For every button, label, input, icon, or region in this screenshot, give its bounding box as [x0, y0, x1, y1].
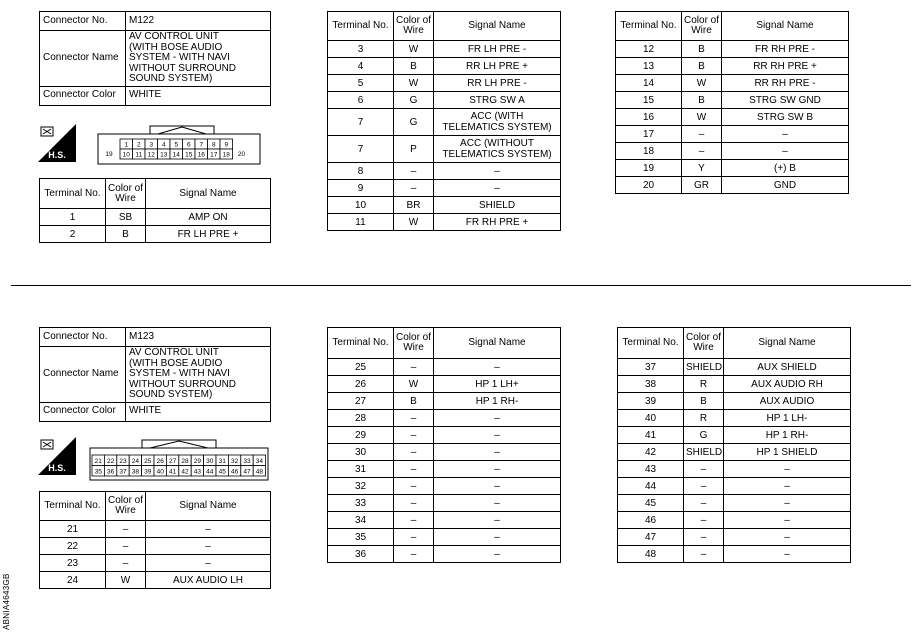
wire-color-cell: BR [394, 197, 434, 214]
pin-number: 35 [94, 468, 102, 476]
wire-color-cell: B [682, 92, 722, 109]
connector-info-m123 [39, 327, 271, 422]
wire-color-cell: – [106, 538, 146, 555]
signal-name-cell: – [724, 529, 851, 546]
terminal-no-cell: 11 [328, 214, 394, 231]
pin-number: 1 [124, 141, 129, 149]
signal-name-cell: HP 1 RH- [434, 393, 561, 410]
table-row [328, 41, 561, 58]
terminal-no-cell: 19 [616, 160, 682, 177]
pin-number: 45 [218, 468, 226, 476]
pin-number: 9 [224, 141, 229, 149]
terminal-no-cell: 47 [618, 529, 684, 546]
pin-number: 23 [119, 457, 127, 465]
table-row [618, 427, 851, 444]
signal-name-cell: – [434, 180, 561, 197]
pin-number: 27 [168, 457, 177, 465]
signal-name-cell: – [434, 512, 561, 529]
pin-number: 5 [174, 141, 179, 149]
terminal-no-cell: 25 [328, 359, 394, 376]
pin-number: 26 [156, 457, 164, 465]
terminal-no-header: Terminal No. [616, 12, 682, 41]
pin-number: 22 [106, 457, 115, 465]
table-row [328, 58, 561, 75]
signal-name-cell: – [434, 359, 561, 376]
terminal-no-cell: 18 [616, 143, 682, 160]
pin-table-m122-c [615, 11, 849, 194]
pin-number: 40 [156, 468, 164, 476]
signal-name-cell: RR RH PRE + [722, 58, 849, 75]
signal-name-cell: – [722, 143, 849, 160]
pin-number: 24 [131, 457, 140, 465]
signal-name-cell: AUX AUDIO [724, 393, 851, 410]
table-row [328, 163, 561, 180]
wire-color-cell: – [394, 512, 434, 529]
terminal-no-header: Terminal No. [618, 328, 684, 359]
signal-name-cell: HP 1 LH+ [434, 376, 561, 393]
terminal-no-cell: 26 [328, 376, 394, 393]
pin-number: 2 [136, 141, 141, 149]
signal-name-cell: – [434, 444, 561, 461]
connector-face-m123 [88, 436, 270, 482]
terminal-no-cell: 5 [328, 75, 394, 92]
pin-number: 28 [181, 457, 189, 465]
figure-code: ABNIA4643GB [2, 573, 11, 630]
signal-name-cell: FR LH PRE - [434, 41, 561, 58]
signal-name-header: Signal Name [146, 492, 271, 521]
pin-number: 17 [210, 151, 218, 159]
signal-name-cell: RR LH PRE - [434, 75, 561, 92]
table-row [328, 376, 561, 393]
wire-color-cell: – [682, 143, 722, 160]
signal-name-cell: FR LH PRE + [146, 226, 271, 243]
table-row [618, 359, 851, 376]
wire-color-cell: – [394, 546, 434, 563]
signal-name-cell: – [434, 163, 561, 180]
signal-name-cell: STRG SW A [434, 92, 561, 109]
pin-number: 4 [161, 141, 166, 149]
terminal-no-cell: 21 [40, 521, 106, 538]
wire-color-cell: – [106, 555, 146, 572]
connector-color-label: Connector Color [40, 86, 126, 105]
connector-color-value: WHITE [126, 402, 271, 421]
terminal-no-cell: 6 [328, 92, 394, 109]
connector-no-label: Connector No. [40, 12, 126, 31]
wire-color-cell: SHIELD [684, 444, 724, 461]
wire-color-cell: – [684, 478, 724, 495]
signal-name-cell: HP 1 LH- [724, 410, 851, 427]
terminal-no-cell: 41 [618, 427, 684, 444]
wire-color-cell: – [106, 521, 146, 538]
wire-color-cell: – [684, 461, 724, 478]
color-of-wire-header: Color of Wire [106, 179, 146, 209]
terminal-no-cell: 17 [616, 126, 682, 143]
connector-no-label: Connector No. [40, 328, 126, 347]
pin-number: 14 [172, 151, 180, 159]
terminal-no-cell: 34 [328, 512, 394, 529]
signal-name-cell: – [722, 126, 849, 143]
table-row [616, 126, 849, 143]
hs-icon [38, 437, 76, 475]
table-row [616, 160, 849, 177]
wire-color-cell: SB [106, 209, 146, 226]
terminal-no-cell: 45 [618, 495, 684, 512]
wire-color-cell: B [682, 58, 722, 75]
pin-number: 7 [199, 141, 204, 149]
color-of-wire-header: Color of Wire [106, 492, 146, 521]
signal-name-cell: – [434, 495, 561, 512]
pin-number: 48 [255, 468, 264, 476]
wire-color-cell: B [106, 226, 146, 243]
terminal-no-cell: 46 [618, 512, 684, 529]
terminal-no-header: Terminal No. [40, 492, 106, 521]
table-row [616, 143, 849, 160]
connector-name-label: Connector Name [40, 31, 126, 87]
pin-number: 11 [135, 151, 143, 159]
terminal-no-cell: 35 [328, 529, 394, 546]
signal-name-cell: – [434, 529, 561, 546]
wire-color-cell: B [684, 393, 724, 410]
terminal-no-cell: 39 [618, 393, 684, 410]
pin-number: 8 [211, 141, 216, 149]
color-of-wire-header: Color of Wire [684, 328, 724, 359]
pin-number: 13 [160, 151, 168, 159]
table-row [328, 197, 561, 214]
wire-color-cell: R [684, 376, 724, 393]
table-row [328, 444, 561, 461]
wire-color-cell: W [394, 75, 434, 92]
table-row [328, 180, 561, 197]
table-row [618, 512, 851, 529]
wire-color-cell: – [394, 529, 434, 546]
signal-name-cell: – [434, 546, 561, 563]
signal-name-header: Signal Name [146, 179, 271, 209]
table-row [328, 546, 561, 563]
wire-color-cell: – [394, 495, 434, 512]
terminal-no-cell: 37 [618, 359, 684, 376]
connector-diagram-m123 [88, 436, 270, 482]
pin-number: 18 [222, 151, 230, 159]
signal-name-cell: – [434, 478, 561, 495]
table-row [618, 495, 851, 512]
wire-color-cell: – [394, 461, 434, 478]
terminal-no-header: Terminal No. [40, 179, 106, 209]
pin-number: 10 [122, 151, 130, 159]
signal-name-cell: STRG SW B [722, 109, 849, 126]
table-row [328, 109, 561, 136]
wire-color-cell: Y [682, 160, 722, 177]
pin-number: 36 [106, 468, 115, 476]
connector-diagram-m122 [96, 122, 262, 166]
table-row [328, 512, 561, 529]
table-row [616, 58, 849, 75]
connector-face-m122 [96, 122, 262, 166]
wire-color-cell: G [394, 92, 434, 109]
terminal-no-cell: 8 [328, 163, 394, 180]
wire-color-cell: G [684, 427, 724, 444]
pin-number: 21 [94, 457, 102, 465]
signal-name-cell: – [146, 521, 271, 538]
wire-color-cell: – [682, 126, 722, 143]
wire-color-cell: – [684, 495, 724, 512]
pin-number: 3 [149, 141, 154, 149]
signal-name-cell: – [724, 512, 851, 529]
wire-color-cell: – [394, 427, 434, 444]
signal-name-cell: SHIELD [434, 197, 561, 214]
connector-name-label: Connector Name [40, 347, 126, 403]
table-row [618, 478, 851, 495]
signal-name-cell: AMP ON [146, 209, 271, 226]
terminal-no-cell: 38 [618, 376, 684, 393]
pin-number: 32 [230, 457, 239, 465]
wire-color-cell: G [394, 109, 434, 136]
pin-number: 16 [197, 151, 205, 159]
table-row [616, 177, 849, 194]
signal-name-cell: ACC (WITHOUT TELEMATICS SYSTEM) [434, 136, 561, 163]
wire-color-cell: B [394, 393, 434, 410]
hs-label: H.S. [48, 150, 66, 160]
pin-number: 38 [131, 468, 140, 476]
table-row [328, 427, 561, 444]
signal-name-cell: STRG SW GND [722, 92, 849, 109]
pin-table-m122-b [327, 11, 561, 231]
wire-color-cell: W [394, 376, 434, 393]
section-divider [11, 285, 911, 286]
table-row [618, 529, 851, 546]
table-row [328, 410, 561, 427]
signal-name-cell: – [724, 546, 851, 563]
pin-number: 30 [206, 457, 214, 465]
wire-color-cell: B [682, 41, 722, 58]
signal-name-cell: – [724, 495, 851, 512]
wire-color-cell: – [394, 410, 434, 427]
signal-name-cell: – [146, 555, 271, 572]
connector-color-value: WHITE [126, 86, 271, 105]
wire-color-cell: W [394, 214, 434, 231]
connector-color-label: Connector Color [40, 402, 126, 421]
wire-color-cell: – [394, 478, 434, 495]
terminal-no-cell: 20 [616, 177, 682, 194]
pin-number: 39 [144, 468, 152, 476]
terminal-no-cell: 29 [328, 427, 394, 444]
terminal-no-cell: 32 [328, 478, 394, 495]
terminal-no-header: Terminal No. [328, 328, 394, 359]
table-row [618, 461, 851, 478]
table-row [618, 376, 851, 393]
terminal-no-cell: 4 [328, 58, 394, 75]
wire-color-cell: B [394, 58, 434, 75]
signal-name-cell: – [146, 538, 271, 555]
pin-table-m123-c [617, 327, 851, 563]
color-of-wire-header: Color of Wire [394, 328, 434, 359]
pin-number: 29 [193, 457, 202, 465]
table-row [328, 461, 561, 478]
table-row [40, 555, 271, 572]
signal-name-header: Signal Name [434, 328, 561, 359]
terminal-no-cell: 1 [40, 209, 106, 226]
table-row [618, 393, 851, 410]
wire-color-cell: GR [682, 177, 722, 194]
pin-number: 25 [144, 457, 152, 465]
table-row [328, 359, 561, 376]
wire-color-cell: – [394, 180, 434, 197]
signal-name-cell: FR RH PRE + [434, 214, 561, 231]
pin-table-m123-b [327, 327, 561, 563]
wire-color-cell: W [682, 75, 722, 92]
pin-number: 41 [168, 468, 177, 476]
signal-name-cell: – [434, 461, 561, 478]
signal-name-header: Signal Name [724, 328, 851, 359]
terminal-no-cell: 23 [40, 555, 106, 572]
table-row [328, 495, 561, 512]
pin-number: 20 [237, 151, 246, 158]
connector-info-m122 [39, 11, 271, 106]
color-of-wire-header: Color of Wire [394, 12, 434, 41]
table-row [328, 92, 561, 109]
color-of-wire-header: Color of Wire [682, 12, 722, 41]
table-row [618, 410, 851, 427]
pin-number: 19 [105, 151, 113, 158]
signal-name-cell: – [434, 427, 561, 444]
pin-number: 44 [206, 468, 214, 476]
wire-color-cell: R [684, 410, 724, 427]
pin-number: 43 [193, 468, 202, 476]
pin-table-m122-a [39, 178, 271, 243]
terminal-no-cell: 44 [618, 478, 684, 495]
signal-name-cell: ACC (WITH TELEMATICS SYSTEM) [434, 109, 561, 136]
table-row [616, 92, 849, 109]
wire-color-cell: W [106, 572, 146, 589]
terminal-no-cell: 10 [328, 197, 394, 214]
signal-name-header: Signal Name [434, 12, 561, 41]
signal-name-cell: RR LH PRE + [434, 58, 561, 75]
signal-name-cell: RR RH PRE - [722, 75, 849, 92]
wire-color-cell: W [682, 109, 722, 126]
signal-name-cell: AUX AUDIO RH [724, 376, 851, 393]
terminal-no-cell: 15 [616, 92, 682, 109]
pin-number: 46 [230, 468, 239, 476]
wire-color-cell: – [684, 546, 724, 563]
table-row [328, 214, 561, 231]
table-row [40, 521, 271, 538]
signal-name-cell: – [724, 478, 851, 495]
hs-icon [38, 124, 76, 162]
wire-color-cell: P [394, 136, 434, 163]
terminal-no-header: Terminal No. [328, 12, 394, 41]
connector-no-value: M122 [126, 12, 271, 31]
table-row [616, 41, 849, 58]
wire-color-cell: – [394, 359, 434, 376]
table-row [328, 75, 561, 92]
pin-number: 6 [186, 141, 191, 149]
terminal-no-cell: 22 [40, 538, 106, 555]
signal-name-cell: AUX SHIELD [724, 359, 851, 376]
terminal-no-cell: 40 [618, 410, 684, 427]
terminal-no-cell: 48 [618, 546, 684, 563]
terminal-no-cell: 2 [40, 226, 106, 243]
table-row [40, 538, 271, 555]
wire-color-cell: – [684, 529, 724, 546]
wire-color-cell: W [394, 41, 434, 58]
table-row [328, 478, 561, 495]
connector-name-value: AV CONTROL UNIT (WITH BOSE AUDIO SYSTEM - WITH NAVI WITHOUT SURROUND SOUND SYSTEM) [126, 31, 271, 87]
terminal-no-cell: 24 [40, 572, 106, 589]
table-row [328, 393, 561, 410]
terminal-no-cell: 9 [328, 180, 394, 197]
wire-color-cell: – [394, 163, 434, 180]
signal-name-cell: – [434, 410, 561, 427]
signal-name-cell: (+) B [722, 160, 849, 177]
signal-name-cell: AUX AUDIO LH [146, 572, 271, 589]
terminal-no-cell: 31 [328, 461, 394, 478]
terminal-no-cell: 3 [328, 41, 394, 58]
terminal-no-cell: 16 [616, 109, 682, 126]
wire-color-cell: – [394, 444, 434, 461]
table-row [328, 529, 561, 546]
pin-number: 47 [243, 468, 251, 476]
terminal-no-cell: 7 [328, 109, 394, 136]
table-row [328, 136, 561, 163]
pin-number: 31 [218, 457, 226, 465]
pin-number: 42 [181, 468, 189, 476]
table-row [40, 209, 271, 226]
signal-name-cell: FR RH PRE - [722, 41, 849, 58]
pin-number: 37 [119, 468, 127, 476]
table-row [616, 75, 849, 92]
terminal-no-cell: 43 [618, 461, 684, 478]
terminal-no-cell: 7 [328, 136, 394, 163]
terminal-no-cell: 14 [616, 75, 682, 92]
pin-number: 12 [147, 151, 155, 159]
pin-number: 33 [243, 457, 251, 465]
terminal-no-cell: 30 [328, 444, 394, 461]
connector-no-value: M123 [126, 328, 271, 347]
signal-name-cell: HP 1 SHIELD [724, 444, 851, 461]
signal-name-cell: GND [722, 177, 849, 194]
hs-label: H.S. [48, 463, 66, 473]
connector-name-value: AV CONTROL UNIT (WITH BOSE AUDIO SYSTEM - WITH NAVI WITHOUT SURROUND SOUND SYSTEM) [126, 347, 271, 403]
pin-table-m123-a [39, 491, 271, 589]
signal-name-header: Signal Name [722, 12, 849, 41]
table-row [618, 444, 851, 461]
pin-number: 15 [185, 151, 193, 159]
pin-number: 34 [255, 457, 264, 465]
terminal-no-cell: 33 [328, 495, 394, 512]
table-row [616, 109, 849, 126]
table-row [40, 226, 271, 243]
signal-name-cell: HP 1 RH- [724, 427, 851, 444]
table-row [618, 546, 851, 563]
signal-name-cell: – [724, 461, 851, 478]
terminal-no-cell: 28 [328, 410, 394, 427]
wire-color-cell: SHIELD [684, 359, 724, 376]
terminal-no-cell: 27 [328, 393, 394, 410]
terminal-no-cell: 36 [328, 546, 394, 563]
terminal-no-cell: 13 [616, 58, 682, 75]
terminal-no-cell: 12 [616, 41, 682, 58]
terminal-no-cell: 42 [618, 444, 684, 461]
wire-color-cell: – [684, 512, 724, 529]
table-row [40, 572, 271, 589]
